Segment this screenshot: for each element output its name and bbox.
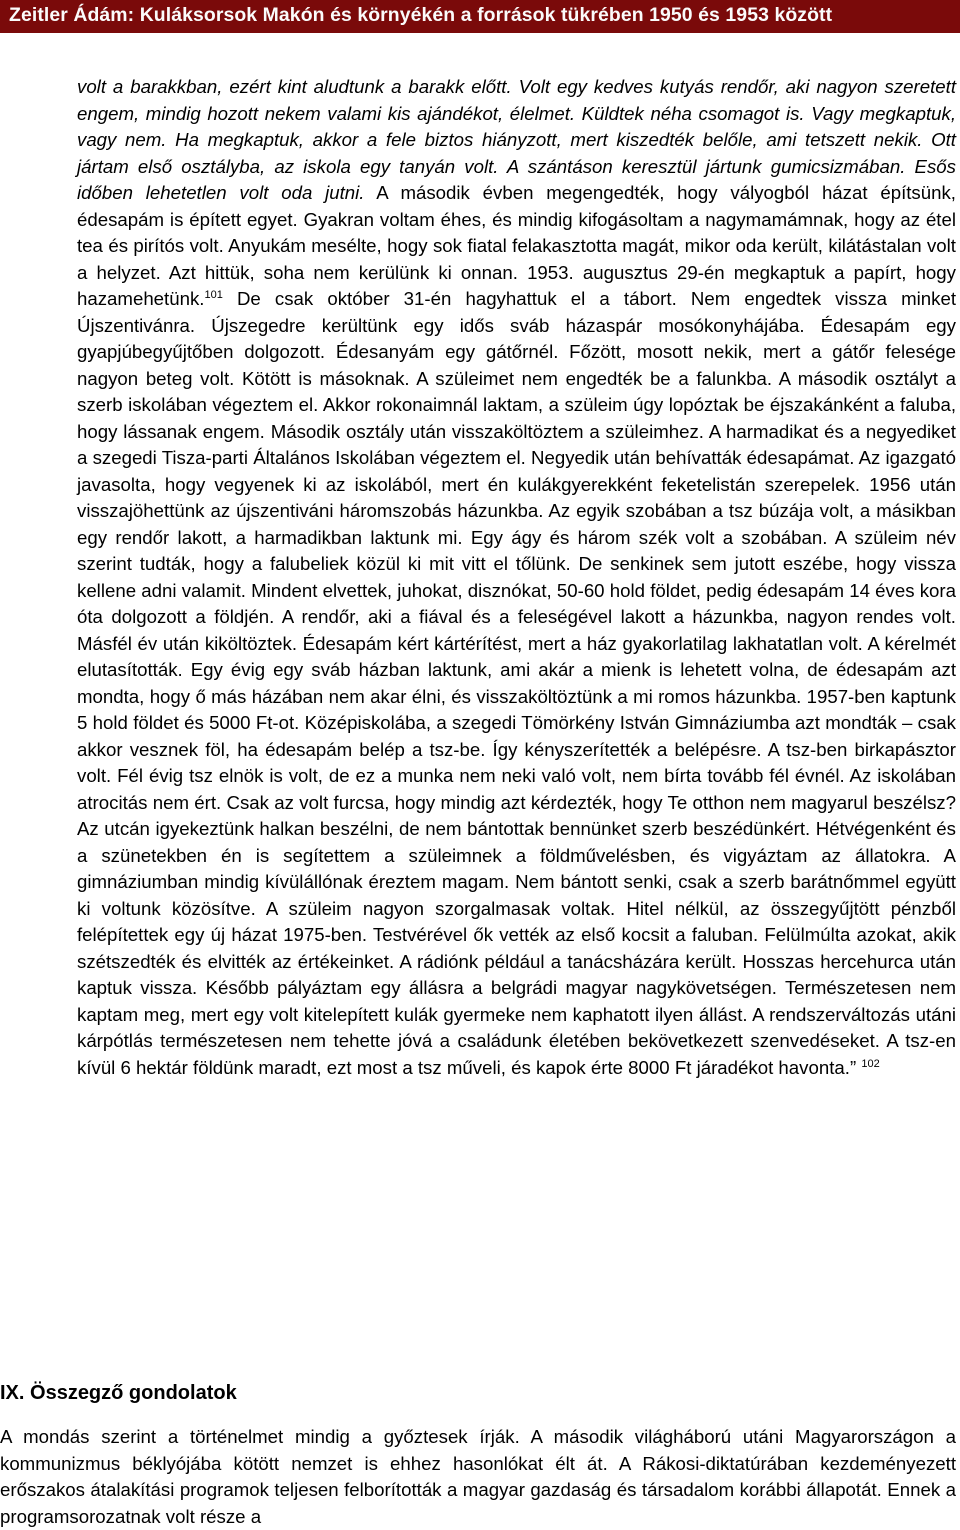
- interview-quote: [77, 74, 956, 1081]
- section-heading: IX. Összegző gondolatok: [0, 1382, 237, 1404]
- running-header: [0, 0, 960, 33]
- footnote-reference-102[interactable]: 102: [861, 1057, 880, 1070]
- running-header-title: Zeitler Ádám: Kuláksorsok Makón és környékén a források tükrében 1950 és 1953 között: [9, 4, 833, 26]
- quote-text-part-2: A második évben megengedték, hogy vályogból házat építsünk, édesapám is épített egyet. Gyakran voltam éhes, és mindig kifogásoltam a nagymamámnak, hogy az étel tea és pirítós volt. Anyukám mesélte, hogy sok fiatal felakasztotta magát, mikor oda került, kilátástalan volt a helyzet. Azt hittük, soha nem kerülünk ki onnan. 1953. augusztus 29-én megkaptuk a papírt, hogy hazamehetünk.: [77, 182, 956, 309]
- footnote-reference-101[interactable]: 101: [204, 288, 223, 301]
- section-paragraph: A mondás szerint a történelmet mindig a győztesek írják. A második világháború utáni Magyarországon a kommunizmus béklyójába kötött nemzet is ehhez hasonlókat élt át. A Rákosi-diktatúrában kezdeményezett erőszakos átalakítási programok teljesen felborították a magyar gazdaság és társadalom korábbi állapotát. Ennek a programsorozatnak volt része a: [0, 1426, 956, 1527]
- quote-text-part-1: volt a barakkban, ezért kint aludtunk a barakk előtt. Volt egy kedves kutyás rendőr, aki nagyon szeretett engem, mindig hozott nekem valami kis ajándékot, élelmet. Küldtek néha csomagot is. Vagy megkaptuk, vagy nem. Ha megkaptuk, akkor a fele biztos hiányzott, mert kiszedték belőle, ami tetszett nekik. Ott jártam első osztályba, az iskola egy tanyán volt. A szántáson keresztül jártunk gumicsizmában. Esős időben lehetetlen volt oda jutni.: [77, 76, 956, 203]
- quote-text-part-3: De csak október 31-én hagyhattuk el a tábort. Nem engedtek vissza minket Újszentivánra. Újszegedre kerültünk egy idős sváb házaspár mosókonyhájába. Édesapám egy gyapjúbegyűjtőben dolgozott. Édesanyám egy gátőrnél. Főzött, mosott nekik, mert a gátőr felesége nagyon beteg volt. Kötött is másoknak. A szüleimet nem engedték be a falunkba. A második osztályt a szerb iskolában végeztem el. Akkor rokonaimnál laktam, a szüleim úgy lopóztak be éjszakánként a faluba, hogy lássanak engem. Második osztály után visszaköltöztem a szüleimhez. A harmadikat és a negyediket a szegedi Tisza-parti Általános Iskolában végeztem el. Negyedik után behívatták édesapámat. Az igazgató javasolta, hogy vegyenek ki az iskolából, mert én kulákgyerekként feketelistán szerepelek. 1956 után visszajöhettünk az újszentiváni háromszobás házunkba. Az egyik szobában a tsz búzája volt, a másikban egy rendőr lakott, a harmadikban laktunk mi. Egy ágy és három szék volt a szobában. A szüleim név szerint tudták, hogy a falubeliek közül ki mit vitt el tőlünk. De senkinek sem jutott eszébe, hogy vissza kellene adni valamit. Mindent elvettek, juhokat, disznókat, 50-60 hold földet, pedig édesapám 14 éves kora óta dolgozott a földjén. A rendőr, aki a fiával és a feleségével lakott a házunkba, nagyon rendes volt. Másfél év után kiköltöztek. Édesapám kért kártérítést, mert a ház gyakorlatilag lakhatatlan volt. A kérelmét elutasították. Egy évig egy sváb házban laktunk, ami akár a mienk is lehetett volna, de édesapám azt mondta, hogy ő más házában nem akar élni, és visszaköltöztünk a mi romos házunkba. 1957-ben kaptunk 5 hold földet és 5000 Ft-ot. Középiskolába, a szegedi Tömörkény István Gimnáziumba azt mondták – csak akkor vesznek föl, ha édesapám belép a tsz-be. Így kényszerítették a belépésre. A tsz-ben birkapásztor volt. Fél évig tsz elnök is volt, de ez a munka nem neki való volt, nem bírta tovább fél évnél. Az iskolában atrocitás nem ért. Csak az volt furcsa, hogy mindig azt kérdezték, hogy Te otthon nem magyarul beszélsz? Az utcán igyekeztünk halkan beszélni, de nem bántottak bennünket szerb beszédünkért. Hétvégenként és a szünetekben én is segítettem a szüleimnek a földművelésben, és vigyáztam az állatokra. A gimnáziumban mindig kívülállónak éreztem magam. Nem bántott senki, csak a szerb barátnőmmel együtt ki voltunk közösítve. A szüleim nagyon szorgalmasak voltak. Hitel nélkül, az összegyűjtött pénzből felépítettek egy új házat 1975-ben. Testvérével ők vették az első kocsit a faluban. Felülmúlta azokat, akik szétszedték és elvitték az értékeinket. A rádiónk például a tanácsházára került. Hosszas hercehurca után kaptuk vissza. Később pályáztam egy állásra a belgrádi magyar nagykövetségen. Természetesen nem kaptam meg, mert egy volt kitelepített kulák gyermeke nem kaphatott ilyen állást. A rendszerváltozás utáni kárpótlás természetesen nem tehette jóvá a családunk életében bekövetkezett szenvedéseket. A tsz-en kívül 6 hektár földünk maradt, ezt most a tsz műveli, és kapok érte 8000 Ft járadékot havonta.”: [77, 288, 956, 1078]
